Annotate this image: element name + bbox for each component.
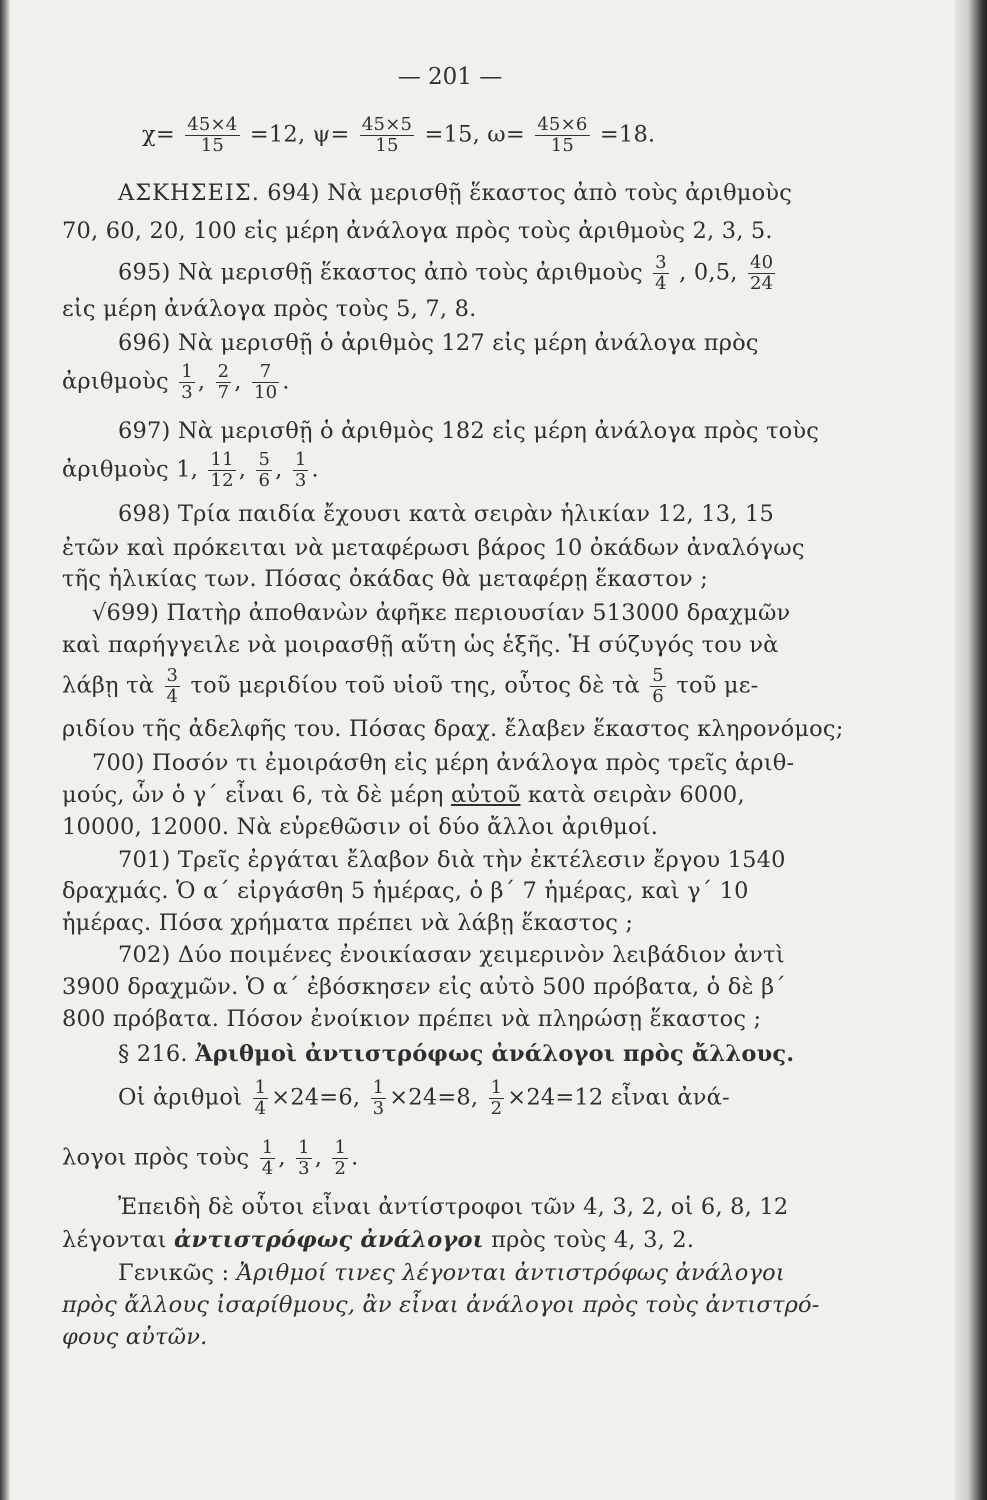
underlined-word: αὐτοῦ [450, 782, 521, 808]
fraction [179, 362, 195, 403]
text-line: 696) Νὰ μερισθῇ ὁ ἀριθμὸς 127 εἰς μέρη ἀνάλογα πρὸς [118, 330, 759, 356]
numerator: 45×4 [187, 114, 238, 135]
fraction [185, 115, 239, 156]
numerator: 1 [490, 1077, 503, 1098]
text-run: ×24=8, [389, 1084, 479, 1111]
text-line: √699) Πατὴρ ἀποθανὼν ἀφῆκε περιουσίαν 513000 δραχμῶν [92, 600, 791, 626]
text-line: 701) Τρεῖς ἐργάται ἔλαβον διὰ τὴν ἐκτέλεσιν ἔργου 1540 [118, 847, 786, 873]
denominator: 3 [181, 381, 193, 403]
text-line: 698) Τρία παιδία ἔχουσι κατὰ σειρὰν ἡλικίαν 12, 13, 15 [118, 501, 774, 527]
fraction [535, 115, 589, 156]
definition-text: πρὸς ἄλλους ἰσαρίθμους, ἂν εἶναι ἀνάλογοι πρὸς τοὺς ἀντιστρό- [62, 1292, 820, 1318]
text-run: . [311, 456, 319, 483]
denominator: 6 [258, 469, 271, 491]
text-run: λάβῃ τὰ [62, 672, 155, 699]
text-line: 10000, 12000. Νὰ εὑρεθῶσιν οἱ δύο ἄλλοι ἀριθμοί. [62, 814, 659, 840]
numerator: 1 [294, 449, 307, 470]
numerator: 7 [252, 362, 279, 383]
text-run: κατὰ σειρὰν 6000, [527, 782, 745, 808]
numerator: 1 [298, 1137, 310, 1158]
text-line [62, 666, 842, 707]
fraction [489, 1078, 505, 1119]
text-line: 697) Νὰ μερισθῇ ὁ ἀριθμὸς 182 εἰς μέρη ἀνάλογα πρὸς τοὺς [118, 418, 820, 444]
fraction [256, 450, 272, 491]
denominator: 4 [254, 1097, 267, 1119]
fraction [216, 362, 232, 403]
text-line [62, 1229, 842, 1252]
page-edge-shadow [955, 0, 987, 1500]
text-run: =15, ω= [424, 121, 525, 148]
text-line [118, 182, 842, 205]
text-run: τοῦ με- [676, 672, 759, 699]
text-line: ἡμέρας. Πόσα χρήματα πρέπει νὰ λάβῃ ἕκαστος ; [62, 910, 634, 936]
equation-line [118, 1078, 842, 1119]
denominator: 3 [294, 469, 307, 491]
fraction [293, 450, 309, 491]
fraction [296, 1138, 312, 1179]
definition-text: Ἀριθμοί τινες λέγονται ἀντιστρόφως ἀνάλογοι [236, 1260, 785, 1286]
text-run: . [282, 368, 290, 395]
numerator: 3 [166, 665, 179, 686]
text-line [118, 253, 842, 294]
numerator: 5 [258, 449, 271, 470]
numerator: 5 [652, 665, 664, 686]
denominator: 3 [372, 1097, 385, 1119]
fraction [748, 253, 775, 294]
fraction [208, 450, 235, 491]
section-heading [118, 1043, 842, 1066]
text-line [62, 784, 842, 807]
fraction [360, 115, 414, 156]
numerator: 11 [210, 449, 234, 470]
denominator: 4 [261, 1157, 274, 1179]
text-run: ἀριθμοὺς 1, [62, 456, 199, 483]
text-line: 3900 δραχμῶν. Ὁ α΄ ἐβόσκησεν εἰς αὐτὸ 500 πρόβατα, ὁ δὲ β΄ [62, 974, 786, 1000]
denominator: 15 [550, 134, 575, 156]
text-run: =18. [599, 121, 656, 148]
text-run: ×24=12 εἶναι ἀνά- [507, 1084, 730, 1111]
numerator: 1 [334, 1137, 347, 1158]
text-line: εἰς μέρη ἀνάλογα πρὸς τοὺς 5, 7, 8. [62, 296, 477, 322]
denominator: 4 [655, 272, 667, 294]
text-run: λέγονται [62, 1227, 167, 1253]
denominator: 10 [253, 381, 278, 403]
fraction [252, 362, 279, 403]
fraction [253, 1078, 269, 1119]
denominator: 24 [749, 272, 774, 294]
exercises-heading: ΑΣΚΗΣΕΙΣ. [118, 180, 260, 206]
equation-line [142, 115, 782, 156]
text-line: ἀριθμοὺς 1, $\frac{11}{12}$ , $\frac{5}{6}$ , $\frac{1}{3}$ . [62, 449, 319, 491]
text-line: 800 πρόβατα. Πόσον ἐνοίκιον πρέπει νὰ πληρώσῃ ἕκαστος ; [62, 1006, 762, 1032]
denominator: 2 [490, 1097, 503, 1119]
text-run: τοῦ μεριδίου τοῦ υἱοῦ της, οὗτος δὲ τὰ [190, 672, 640, 699]
numerator: 1 [254, 1077, 267, 1098]
page-binding-shadow [0, 0, 10, 1500]
text-run: 694) Νὰ μερισθῇ ἕκαστος ἀπὸ τοὺς ἀριθμοὺς [267, 180, 792, 206]
text-line: 700) Ποσόν τι ἐμοιράσθη εἰς μέρη ἀνάλογα πρὸς τρεῖς ἀριθ- [92, 750, 795, 776]
text-run: μούς, ὧν ὁ γ΄ εἶναι 6, τὰ δὲ μέρη [62, 782, 444, 808]
text-line: ἀριθμοὺς $\frac{1}{3}$ , $\frac{2}{7}$ , $\frac{7}{10}$ . [62, 361, 290, 403]
fraction [332, 1138, 348, 1179]
denominator: 6 [652, 685, 664, 707]
text-line: ἐτῶν καὶ πρόκειται νὰ μεταφέρωσι βάρος 10 ὀκάδων ἀναλόγως [62, 535, 805, 561]
fraction [371, 1078, 387, 1119]
text-run: , 0,5, [679, 259, 738, 286]
numerator: 2 [217, 361, 230, 382]
fraction [260, 1138, 276, 1179]
numerator: 45×5 [361, 114, 413, 135]
text-run: ×24=6, [271, 1084, 361, 1111]
section-number: § 216. [118, 1041, 188, 1067]
text-run: Γενικῶς : [118, 1260, 230, 1286]
text-line: Ἐπειδὴ δὲ οὗτοι εἶναι ἀντίστροφοι τῶν 4, 3, 2, οἱ 6, 8, 12 [118, 1194, 789, 1220]
text-line [118, 1262, 842, 1285]
text-line: δραχμάς. Ὁ α΄ εἰργάσθη 5 ἡμέρας, ὁ β΄ 7 ἡμέρας, καὶ γ΄ 10 [62, 878, 749, 904]
definition-text: φους αὐτῶν. [62, 1324, 208, 1350]
section-title: Ἀριθμοὶ ἀντιστρόφως ἀνάλογοι πρὸς ἄλλους. [195, 1041, 795, 1067]
text-line: 70, 60, 20, 100 εἰς μέρη ἀνάλογα πρὸς τοὺς ἀριθμοὺς 2, 3, 5. [62, 218, 773, 244]
page-number: — 201 — [397, 64, 503, 90]
text-run: πρὸς τοὺς 4, 3, 2. [491, 1227, 695, 1253]
emphasized-term: ἀντιστρόφως ἀνάλογοι [174, 1227, 484, 1253]
text-line: λογοι πρὸς τοὺς $\frac{1}{4}$ , $\frac{1}{3}$ , $\frac{1}{2}$ . [62, 1137, 359, 1179]
numerator: 3 [655, 252, 667, 273]
fraction [650, 666, 666, 707]
text-run: . [351, 1144, 359, 1171]
text-run: =12, ψ= [249, 121, 350, 148]
text-line: καὶ παρήγγειλε νὰ μοιρασθῇ αὕτη ὡς ἑξῆς. Ἡ σύζυγός του νὰ [62, 632, 779, 658]
text-run: 695) Νὰ μερισθῇ ἕκαστος ἀπὸ τοὺς ἀριθμοὺς [118, 259, 643, 286]
denominator: 7 [217, 381, 230, 403]
denominator: 4 [166, 685, 179, 707]
denominator: 3 [298, 1157, 310, 1179]
text-run: λογοι πρὸς τοὺς [62, 1144, 250, 1171]
denominator: 15 [200, 134, 225, 156]
numerator: 1 [261, 1137, 274, 1158]
fraction [165, 666, 181, 707]
fraction [653, 253, 669, 294]
text-run: Οἱ ἀριθμοὶ [118, 1084, 243, 1111]
numerator: 45×6 [537, 114, 588, 135]
text-line: 702) Δύο ποιμένες ἐνοικίασαν χειμερινὸν λειβάδιον ἀντὶ [118, 942, 785, 968]
text-line: ριδίου τῆς ἀδελφῆς του. Πόσας δραχ. ἔλαβεν ἕκαστος κληρονόμος; [62, 716, 844, 742]
numerator: 40 [749, 252, 774, 273]
text-line: τῆς ἡλικίας των. Πόσας ὀκάδας θὰ μεταφέρῃ ἕκαστον ; [62, 566, 709, 592]
denominator: 2 [334, 1157, 347, 1179]
denominator: 15 [375, 134, 399, 156]
text-run: χ= [142, 121, 175, 148]
text-run: ἀριθμοὺς [62, 368, 169, 395]
numerator: 1 [372, 1077, 385, 1098]
denominator: 12 [210, 469, 234, 491]
numerator: 1 [181, 361, 193, 382]
